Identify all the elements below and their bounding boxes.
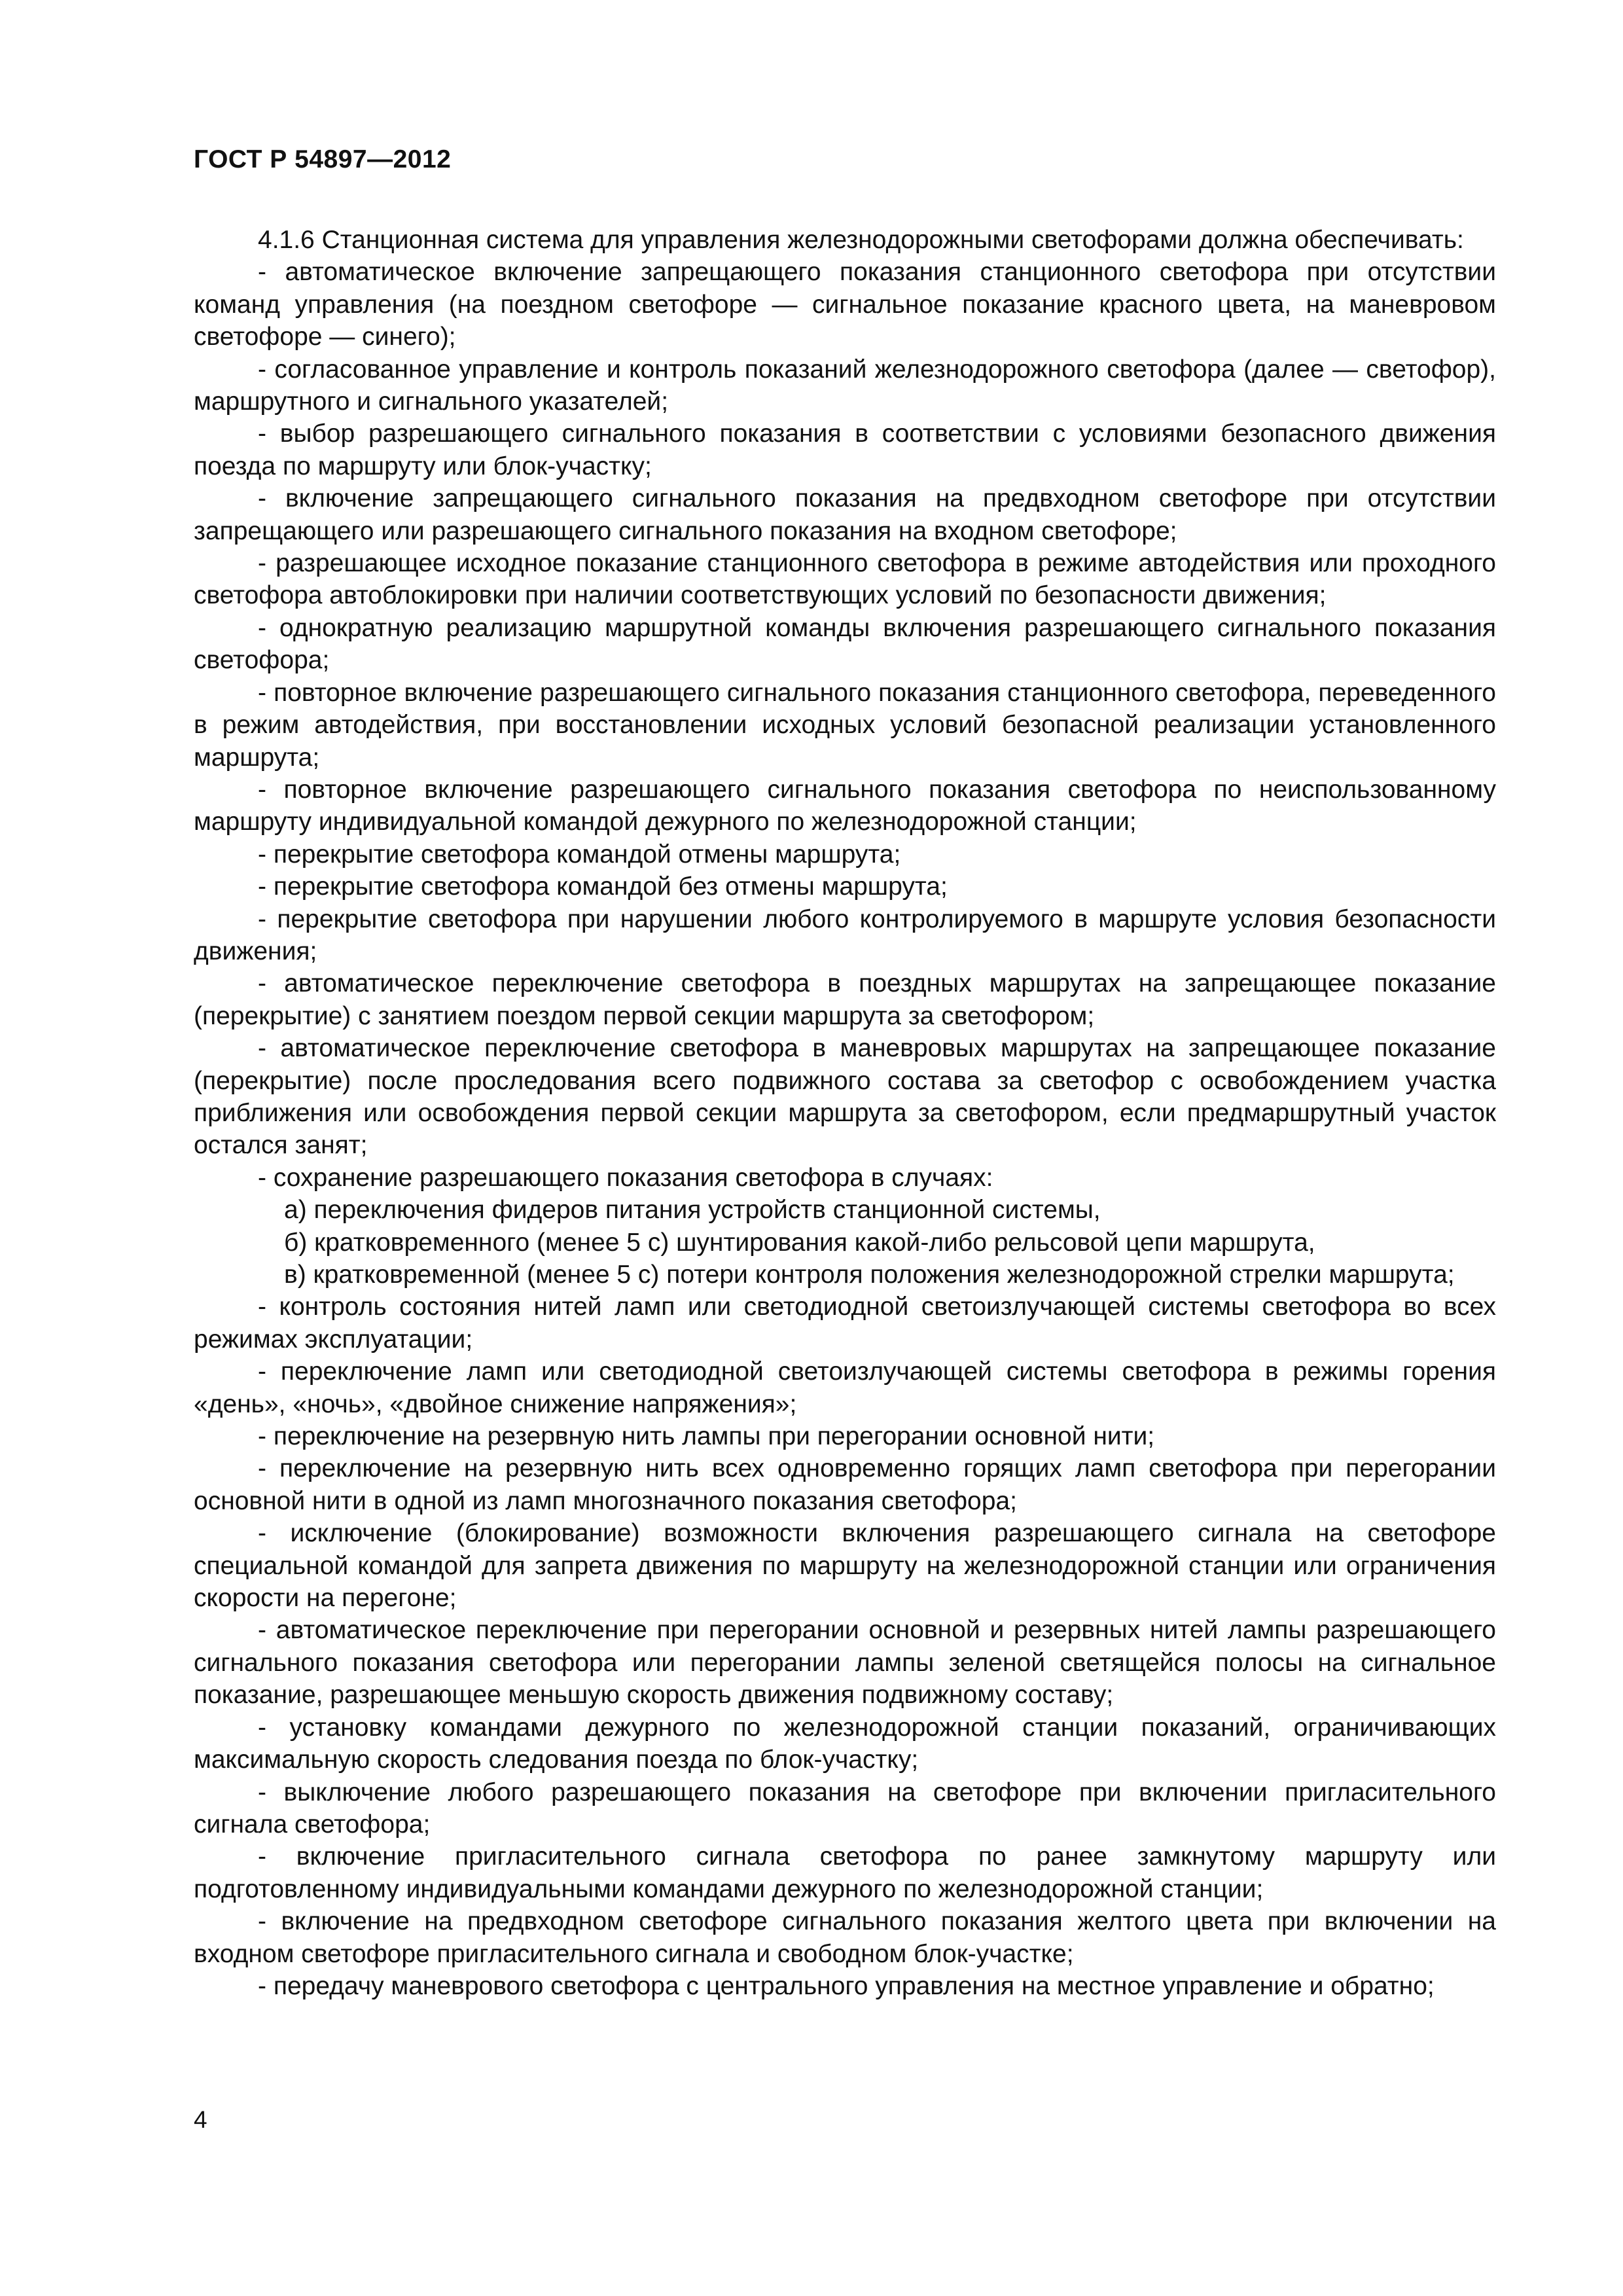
list-item: - однократную реализацию маршрутной команды включения разрешающего сигнального показания светофора; [194, 613, 1496, 675]
list-item: - автоматическое переключение светофора в маневровых маршрутах на запрещающее показание (перекрытие) после проследования всего подвижного состава за светофор с освобождением участка приближения или освобождения первой секции маршрута за светофором, если предмаршрутный участок остался занят; [194, 1034, 1496, 1160]
page-number: 4 [194, 2106, 207, 2133]
list-item: - переключение на резервную нить лампы при перегорании основной нити; [258, 1422, 1155, 1451]
sub-list-item: а) переключения фидеров питания устройств станционной системы, [284, 1196, 1101, 1225]
list-item: - передачу маневрового светофора с центрального управления на местное управление и обратно; [258, 1971, 1435, 2000]
list-item: - автоматическое переключение при перегорании основной и резервных нитей лампы разрешающего сигнального показания светофора или перегорании лампы зеленой светящейся полосы на сигнальное показание, разрешающее меньшую скорость движения подвижному составу; [194, 1616, 1496, 1710]
page-body [194, 224, 1496, 2002]
list-item: - установку командами дежурного по железнодорожной станции показаний, ограничивающих максимальную скорость следования поезда по блок-участку; [194, 1713, 1496, 1774]
list-item: - выбор разрешающего сигнального показания в соответствии с условиями безопасного движения поезда по маршруту или блок-участку; [194, 420, 1496, 480]
list-item: - перекрытие светофора командой отмены маршрута; [258, 840, 901, 869]
list-item: - разрешающее исходное показание станционного светофора в режиме автодействия или проходного светофора автоблокировки при наличии соответствующих условий по безопасности движения; [194, 549, 1496, 610]
sub-list-item: б) кратковременного (менее 5 с) шунтирования какой-либо рельсовой цепи маршрута, [284, 1228, 1315, 1257]
list-item: - повторное включение разрешающего сигнального показания станционного светофора, переведенного в режим автодействия, при восстановлении исходных условий безопасной реализации установленного маршрута; [194, 678, 1496, 772]
list-item: - перекрытие светофора командой без отмены маршрута; [258, 872, 948, 901]
page-header: ГОСТ Р 54897—2012 [194, 145, 452, 173]
list-item: - автоматическое включение запрещающего показания станционного светофора при отсутствии команд управления (на поездном светофоре — сигнальное показание красного цвета, на маневровом светофоре — синего); [194, 258, 1496, 351]
list-item: - выключение любого разрешающего показания на светофоре при включении пригласительного сигнала светофора; [194, 1778, 1496, 1839]
list-item: - повторное включение разрешающего сигнального показания светофора по неиспользованному маршруту индивидуальной командой дежурного по железнодорожной станции; [194, 775, 1496, 836]
list-item: - автоматическое переключение светофора в поездных маршрутах на запрещающее показание (перекрытие) с занятием поездом первой секции маршрута за светофором; [194, 969, 1496, 1030]
list-item: - контроль состояния нитей ламп или светодиодной светоизлучающей системы светофора во всех режимах эксплуатации; [194, 1293, 1496, 1354]
list-item: - переключение на резервную нить всех одновременно горящих ламп светофора при перегорании основной нити в одной из ламп многозначного показания светофора; [194, 1454, 1496, 1515]
list-item: - включение пригласительного сигнала светофора по ранее замкнутому маршруту или подготовленному индивидуальными командами дежурного по железнодорожной станции; [194, 1842, 1496, 1903]
list-item: - перекрытие светофора при нарушении любого контролируемого в маршруте условия безопасности движения; [194, 905, 1496, 965]
list-item: - согласованное управление и контроль показаний железнодорожного светофора (далее — светофор), маршрутного и сигнального указателей; [194, 355, 1496, 416]
list-item: - сохранение разрешающего показания светофора в случаях: [258, 1163, 993, 1192]
list-item: - включение на предвходном светофоре сигнального показания желтого цвета при включении на входном светофоре пригласительного сигнала и свободном блок-участке; [194, 1907, 1496, 1968]
sub-list-item: в) кратковременной (менее 5 с) потери контроля положения железнодорожной стрелки маршрута; [284, 1261, 1455, 1289]
list-item: - включение запрещающего сигнального показания на предвходном светофоре при отсутствии запрещающего или разрешающего сигнального показания на входном светофоре; [194, 484, 1496, 545]
list-item: - исключение (блокирование) возможности включения разрешающего сигнала на светофоре специальной командой для запрета движения по маршруту на железнодорожной станции или ограничения скорости на перегоне; [194, 1519, 1496, 1613]
list-item: - переключение ламп или светодиодной светоизлучающей системы светофора в режимы горения «день», «ночь», «двойное снижение напряжения»; [194, 1357, 1496, 1418]
section-intro: 4.1.6 Станционная система для управления железнодорожными светофорами должна обеспечивать: [258, 226, 1464, 254]
